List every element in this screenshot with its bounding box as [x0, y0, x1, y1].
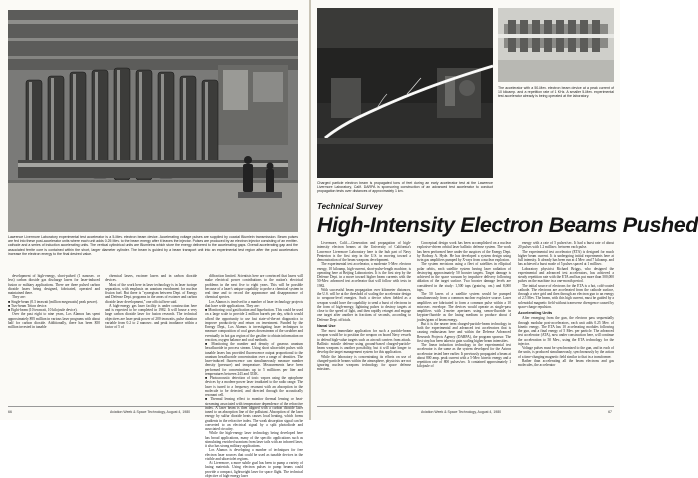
- paragraph: ■ Photoacoustic detection of toxic vapors using the optophone devices by a modern-power laser irradiated to the radio range. The laser is tuned to a frequency resonant with an absorption in the molecule to be detected, and directed through the acoustically resonant cell.: [205, 376, 303, 397]
- paragraph: ■ Eight-beam (10 terawatt, 10 kilojoule device).: [8, 308, 78, 312]
- article-column: [205, 274, 303, 478]
- paragraph: Most of the work here in laser technology is in laser isotope separation, with emphasis on uranium enrichment for nuclear fission fuel. But there is "synergism between Dept. of Energy and Defense Dept. programs in the areas of excimer and carbon dioxide laser development," one official here said.: [105, 282, 197, 304]
- paragraph: The experimental test accelerator (ETA) is designed for much higher beam current. It is undergoing initial experiments here at full intensity. It already has been run at 4 Mev. and 7 kiloamp. and has achieved a burst mode of 5 pulses spaced at 1 millisec.: [518, 249, 614, 267]
- paragraph: Conceptual design work has been accomplished on a nuclear explosive-driven orbital laser ballistic defense system. The work has been performed here under the auspices of the Energy Dept. by Rodnay A. Hyde. He has developed a system design using twin gas amplifiers pumped by X-rays from a nuclear explosion.: [417, 241, 511, 262]
- photo-caption: Charged particle electron beam is propagated tons of feet during an early accelerator test at the Lawrence Livermore Laboratory, Calif. DARPA is sponsoring construction of an advanced test accelerator to conduct propagation tests over distances of approximately 1 km.: [317, 181, 493, 194]
- paragraph: The linear induction technology in the experimental test accelerator is the same as the system developed for the Astron accelerator tested here earlier. It previously propagated a beam at about 800 amp. peak current with a 5-Mev. kinetic energy and a repetition rate of 800 pulses/sec. It contained approximately 1 kilojoule of: [417, 343, 511, 369]
- photo-caption: Lawrence Livermore Laboratory experimental test accelerator is a 5-Mev. electron beam device. Accelerating voltage pulses are supplied by coaxial Blumlein transmission. Beam pulses are fed into these post-accelerator units where each unit adds 0.25 Mev. to the beam energy after it leaves the injector. Pulses are produced by an electron injector consisting of an emitter-cathode and a series of induction accelerating units. The vertical cylindrical units are Blumleins which store the energy delivered to the accelerating gaps. Overall accelerating gap and the associated ferrite core is contained within the short, larger diameter cylinder. The beam is guided by a beam transport unit into an experimental test region after the post accelerators increase the electron energy to the final desired value.: [8, 235, 299, 256]
- paragraph: diffraction limited. Scientists here are convinced that lasers will make electrical power contributions to the nation's electrical problems in the next five to eight years. This will be possible because of a laser's unique capability to probe a chemical system in real time and to record the appearance and disappearance of chemical species.: [205, 274, 303, 300]
- electron-beam-photo: [317, 8, 493, 178]
- paragraph: Rather than accelerating all the beam electrons and gas molecules, the accelerator: [518, 358, 614, 367]
- article-column: [417, 241, 511, 404]
- paragraph: Over the past eight to nine years, Los Alamos has spent approximately $95 million in various laser programs with about half for carbon dioxide. Additionally, there has been $50 million invested in tunable: [8, 312, 100, 329]
- paragraph: Livermore, Calif.—Generation and propagation of high-intensity electron beams at the University of California's Lawrence Livermore Laboratory here is the hub part of Navy Penterion is the first step in the U.S. in moving toward a demonstration of the beam weapons development.: [317, 241, 411, 262]
- paragraph: ■ Two-beam Triton device.: [8, 303, 48, 308]
- right-page: [311, 0, 698, 420]
- paragraph: ■ Single-beam (0.3 terawatt [million megawatts] peak power).: [8, 299, 98, 304]
- paragraph: chemical lasers, excimer lasers and in carbon dioxide devices.: [105, 274, 197, 283]
- paragraph: At Livermore, a more subtle goal has been to pump a variety of lasing materials. Using electron pulses to pump beams could provide a compact, lightweight laser for space flight. The technical objective of high-energy laser: [205, 461, 303, 478]
- paragraph: While the high-energy laser technology being developed here has broad applications, many of the specific applications such as stimulating enriched uranium from laser tails with an infrared laser, it also has strong military applications.: [205, 431, 303, 448]
- paragraph: ■ Monitoring the number and density of gaseous uranium hexafluoride in process stream. Using short ultraviolet pulses with tunable lasers has provided fluorescence output proportional to the uranium hexafluoride concentration over a range of densities. The laser-induced fluorescence can simultaneously measure number density (pressure) and temperature. Measurements have been performed for concentrations up to 5 millitorrs per liter and temperatures between 243 and 353K.: [205, 342, 303, 376]
- paragraph: development of high-energy, short-pulsed (1 nanosec. or less) carbon dioxide gas discharge lasers for laser-induced fusion or military applications. There are three pulsed carbon dioxide lasers being designed, fabricated, operated and maintained there.: [8, 274, 100, 295]
- article-column: [317, 241, 411, 404]
- article-column: [8, 274, 100, 406]
- accelerator-diagram-photo: [498, 8, 614, 82]
- paragraph: energy with a rate of 5 pulses/sec. It had a burst rate of about 20 pulses with 1.2 millisec. between each pulse.: [518, 241, 614, 250]
- paragraph: Voltage pulses must be synchronized to the gun, and in each of the units, is produced simultaneously, synchronously by the action of a time-charging magnetic field similar to that in a transformer.: [518, 346, 614, 359]
- article-headline: High-Intensity Electron Beams Pushed: [317, 213, 698, 237]
- paragraph: The 50 lasers of a satellite system would be pumped simultaneously from a common nuclear explosive source. Laser amplifiers are fabricated to form a common pulse within a 10 microsec. envelope. The devices would operate as single-pass amplifiers with 2-meter apertures using xenon-fluoride in krypton-fluoride as the lasing medium to produce about 4 joules/gram of beam energy.: [417, 292, 511, 322]
- paragraph: Los Alamos is developing a number of techniques for free electron laser sources that could be used as tunable devices in the visible and ultraviolet regions.: [205, 448, 303, 461]
- side-photo-caption: The accelerator with a 50-Mev. electron beam device at a peak current of 10 kiloamp. and a repetition rate of 1 KHz. A smaller 5-Mev. experimental test accelerator already is being operated at the laboratory.: [498, 86, 614, 99]
- paragraph: With successful beam propagation over kilometer distances, the U.S. will be at the threshold of scaling the accelerator design to weapons-level energies. Such a device when fielded as a weapon would have the capability to send a burst of electrons in the form of high-energy, lightning pulses to destroy targets at close to the speed of light, and then rapidly retarget and engage one target after another in fractions of seconds, according to Defense Dept. officials.: [317, 287, 411, 322]
- paragraph: The most immediate application for such a particle-beam weapon would be to position the weapon on board Navy vessels to defend high-value targets such as aircraft carriers from attack. Ballistic missile defense using ground-based charged-particle-beam weapons is another possibility, but it will take longer to develop the target management system for this application.: [317, 329, 411, 355]
- paragraph: Los Alamos is involved in a number of laser technology projects that have wide applications. They are:: [205, 299, 303, 308]
- paragraph: The system envisions using a fleet of satellites in elliptical polar orbits, each satellite system having laser radiation of destroying approximately 50 booster targets. Target damage is achieved in the space vacuum by impulsive delivery following ablation of the target surface. Two booster damage levels are considered in the study: 1,500 taps (grain/sq. cm.) and 8,000 taps.: [417, 262, 511, 292]
- footer-text: Aviation Week & Space Technology, August 4, 1980: [421, 410, 502, 414]
- article-column: [518, 241, 614, 404]
- footer-text: Aviation Week & Space Technology, August 4, 1980: [110, 410, 191, 414]
- page-number: 67: [608, 410, 612, 414]
- subheading: Naval Use: [317, 322, 336, 328]
- paragraph: ■ Thermal lensing effect to monitor thermal lensing or heat-streaming associated with temperature dependence of the refractive index. A laser beam is then aligned with a carbon dioxide laser tuned to an absorption line of the pollutant. Absorption of the laser energy by sulfur dioxide heats causes local heating, which forms gradients in the refractive index. The weak absorption signal can be converted to an electrical signal by a split photodiode and associated circuitry.: [205, 397, 303, 431]
- paragraph: They are:: [12, 295, 26, 300]
- paragraph: ■ Monitoring coal gasification and liquefaction. This could be used on a large scale to provide 2 million barrels per day, which would afford the opportunity to use fast state-of-the-art diagnostics to improve productivity and return on investment. Funded by the Energy Dept., Los Alamos is investigating laser techniques to measure composition of coal gases downstream of the scrubber and eventually in hot gas region of the gasifier to obtain information on reaction, oxygen balance and coal methods.: [205, 308, 303, 342]
- paragraph: But it is the nearer term charged-particle-beam technology in both the experimental and advanced test accelerators that is causing enthusiasm here and within the Defense Advanced Research Projects Agency (DARPA), the program sponsor. The first step has been taken to gain scaling higher beam intensities.: [417, 321, 511, 343]
- article-column: [105, 274, 197, 406]
- page-number: 66: [8, 410, 12, 414]
- paragraph: After emerging from the gun, the electron pass sequentially through modular post-accelerators, each unit adds 0.25 Mev. of kinetic energy. The ETA has 10 accelerating modules following the gun, and a final energy of 5 Mev. per particle. The advanced test accelerator (ATA), now under construction here, will continue the acceleration to 50 Mev., using the ETA technology for the injector.: [518, 316, 614, 346]
- paragraph: The experimental test accelerator, a moderate 5-Mev. electron energy, 10 kiloamp, high-current, short-pulse-length machine, is operating here at Beijing Laboratories. It is the first step by the Defense Dept. in a move toward higher beam currents with the 50-Mev. advanced test accelerator that will follow with tests in 1982.: [317, 262, 411, 288]
- footer-rule: [317, 406, 614, 407]
- section-kicker: Technical Survey: [317, 202, 383, 211]
- paragraph: Laboratory physicist Richard Briggs, who designed the experimental and advanced test accelerators, has achieved a steady repetition rate with the ETA and has put more than 500,000 pulses on the machine in a one-month period.: [518, 266, 614, 284]
- accelerator-photo: [8, 10, 298, 232]
- subheading: Accelerating Units: [518, 310, 553, 315]
- paragraph: While the laboratory is concentrating its efforts on use of charged-particle beams within the atmosphere, physicists are not ignoring nuclear weapons technology for space defense missions.: [317, 354, 411, 372]
- paragraph: A high-energy gas laser facility is under construction here and is expected to be completed in 1982. It will house a very large carbon dioxide laser for fusion research. The technical objectives are laser peak power of 200 terawatts, pulse duration variable from 0.2 to 2 nanosec. and peak irradiance within a factor of 5 of: [105, 303, 197, 329]
- paragraph: The initial source of electrons for the ETA is a hot, cold-coated cathode. The electrons are accelerated from the cathode surface, through a wire grid and then through an electron gun to an energy of 2.5 Mev. The beam, with this high current, must be guided by a solenoidal magnetic field without transverse divergence caused by space-charge repulsion.: [518, 283, 614, 309]
